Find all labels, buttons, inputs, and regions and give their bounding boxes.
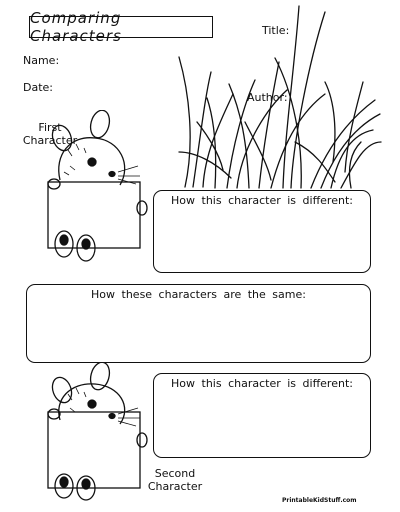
- characters-same-box[interactable]: [26, 284, 371, 363]
- first-character-label-line1: First: [38, 121, 62, 134]
- first-character-different-heading: How this character is different:: [171, 194, 353, 207]
- second-mouse-holding-sign-illustration: [40, 362, 150, 502]
- date-label: Date:: [23, 81, 53, 94]
- first-character-label-line2: Character: [22, 134, 78, 147]
- second-character-label-line2: Character: [147, 480, 203, 493]
- second-character-label-line1: Second: [154, 467, 196, 480]
- grass-illustration: [175, 2, 385, 192]
- second-character-label: [143, 467, 207, 493]
- first-character-different-box[interactable]: [153, 190, 371, 273]
- worksheet-title: Comparing Characters: [29, 16, 213, 38]
- second-character-different-box[interactable]: [153, 373, 371, 458]
- title-label: Title:: [262, 24, 290, 37]
- author-label: Author:: [247, 91, 288, 104]
- footer-credit: PrintableKidStuff.com: [282, 497, 357, 504]
- second-character-different-heading: How this character is different:: [171, 377, 353, 390]
- mouse-holding-sign-illustration: [40, 110, 150, 270]
- name-label: Name:: [23, 54, 60, 67]
- characters-same-heading: How these characters are the same:: [91, 288, 306, 301]
